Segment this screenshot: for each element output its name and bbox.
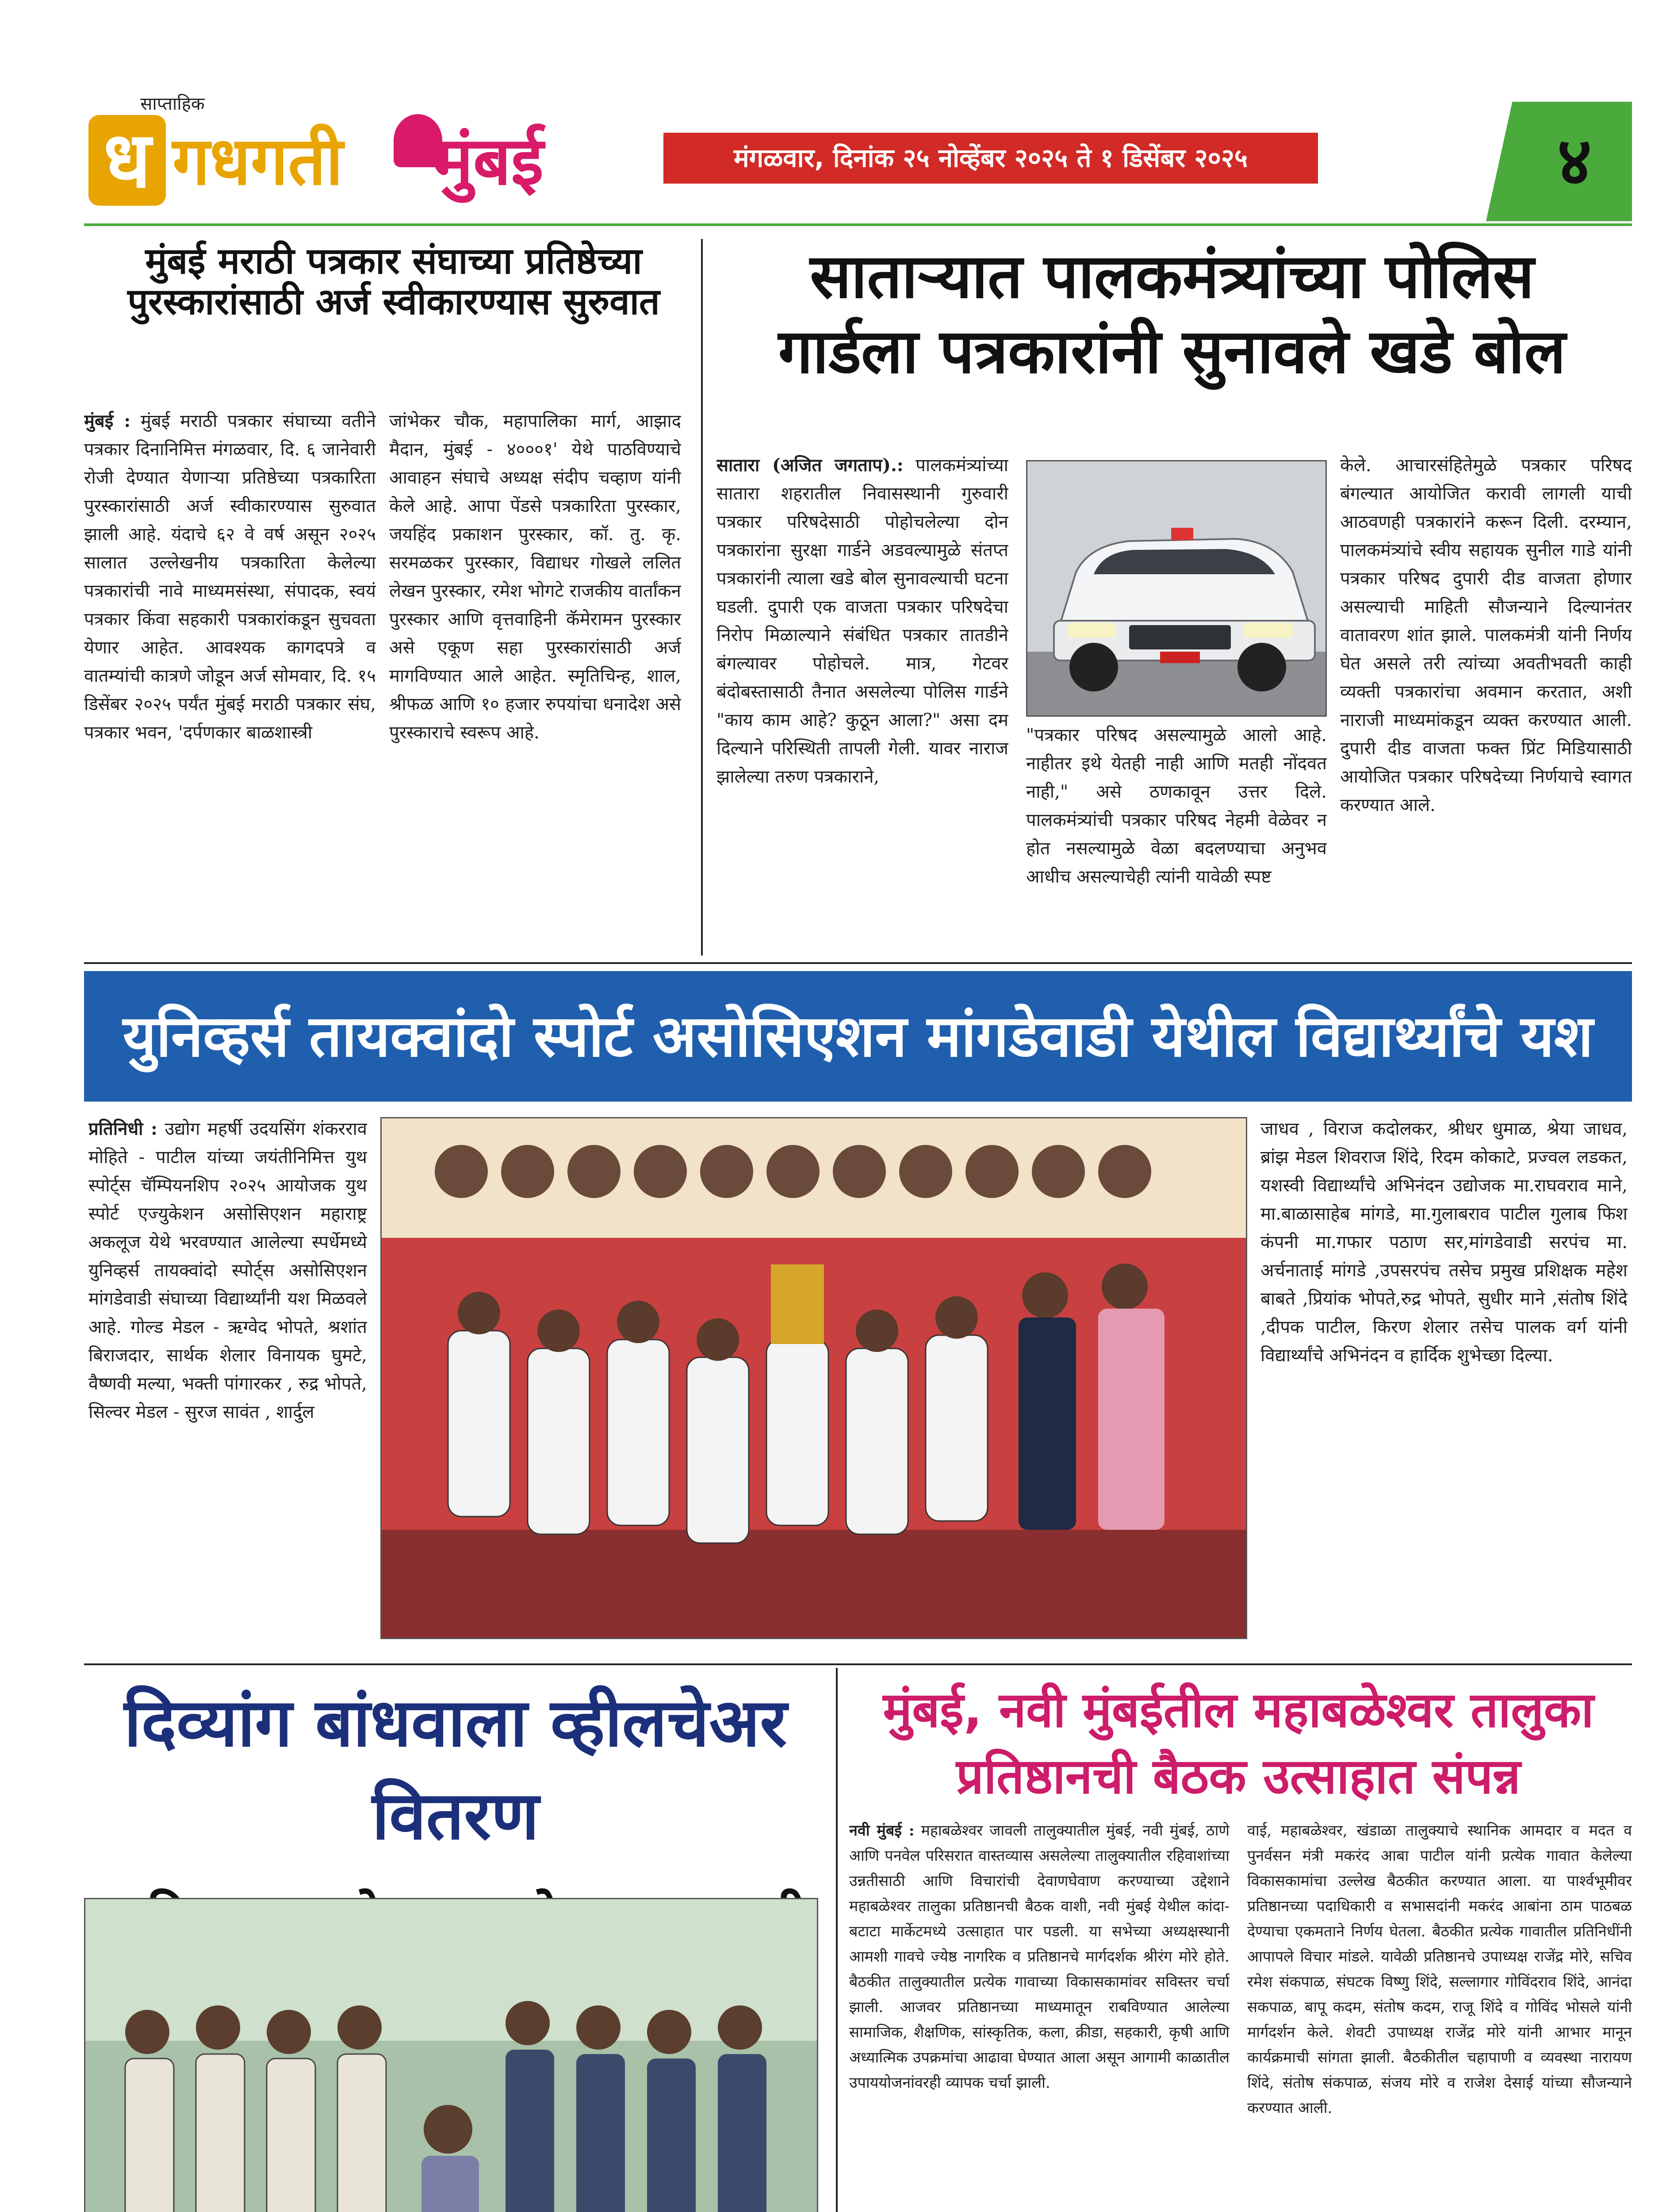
story1-col2: जांभेकर चौक, महापालिका मार्ग, आझाद मैदान, मुंबई - ४०००१' येथे पाठविण्याचे आवाहन संघाचे अध्यक्ष संदीप चव्हाण यांनी केले आहे. आपा पेंडसे पत्रकारिता पुरस्कार, जयहिंद प्रकाशन पुरस्कार, कॉ. तु. कृ. सरमळकर पुरस्कार, विद्याधर गोखले ललित लेखन पुरस्कार, रमेश भोगटे राजकीय वार्तांकन पुरस्कार आणि वृत्तवाहिनी कॅमेरामन पुरस्कार असे एकूण सहा पुरस्कारांसाठी अर्ज मागविण्यात आले आहेत. स्मृतिचिन्ह, शाल, श्रीफळ आणि १० हजार रुपयांचा धनादेश असे पुरस्काराचे स्वरूप आहे. xyxy=(389,411,681,743)
section-rule xyxy=(84,1663,1632,1665)
story3-dateline: प्रतिनिधी : xyxy=(88,1118,157,1139)
story3-team-photo xyxy=(380,1117,1247,1639)
wheelchair-group-icon xyxy=(85,1899,817,2212)
column-rule xyxy=(836,1668,838,2212)
story3-col2: जाधव , विराज कदोलकर, श्रीधर धुमाळ, श्रेया जाधव, ब्रांझ मेडल शिवराज शिंदे, रिदम कोकाटे, प्रज्वल लडकत, यशस्वी विद्यार्थ्यांचे अभिनंदन उद्योजक मा.राघवराव माने, मा.बाळासाहेब मांगडे, मा.गुलाबराव पाटील गुलाब फिश कंपनी मा.गफार पठाण सर,मांगडेवाडी सरपंच मा. अर्चनाताई मांगडे ,उपसरपंच तसेच प्रमुख प्रशिक्षक महेश बाबते ,प्रियांक भोपते,रुद्र भोपते, सुधीर माने ,संतोष शिंदे ,दीपक पाटील, किरण शेलार तसेच पालक वर्ग यांनी विद्यार्थ्यांचे अभिनंदन व हार्दिक शुभेच्छा दिल्या. xyxy=(1260,1119,1628,1366)
story5-headline-line2: प्रतिष्ठानची बैठक उत्साहात संपन्न xyxy=(956,1748,1521,1805)
masthead-rule xyxy=(84,223,1632,226)
story2-col2: "पत्रकार परिषद असल्यामुळे आलो आहे. नाहीतर इथे येतही नाही आणि मतही नोंदवत नाही," असे ठणकावून उत्तर दिले. पालकमंत्र्यांची पत्रकार परिषद नेहमी वेळेवर न होत नसल्यामुळे वेळा बदलण्याचा अनुभव आधीच असल्याचेही त्यांनी यावेळी स्पष्ट xyxy=(1026,725,1327,887)
logo-name-part1: गधगती xyxy=(172,123,343,200)
story2-col3: केले. आचारसंहितेमुळे पत्रकार परिषद बंगल्यात आयोजित करावी लागली याची आठवणही पत्रकारांने करून दिली. दरम्यान, पालकमंत्र्यांचे स्वीय सहायक सुनील गाडे यांनी पत्रकार परिषद दुपारी दीड वाजता होणार असल्याची माहिती सौजन्याने दिल्यानंतर वातावरण शांत झाले. पालकमंत्री यांनी निर्णय घेत असले तरी त्यांच्या अवतीभवती काही व्यक्ती पत्रकारांचा अवमान करतात, अशी नाराजी माध्यमांकडून व्यक्त करण्यात आली. दुपारी दीड वाजता फक्त प्रिंट मिडियासाठी आयोजित पत्रकार परिषदेच्या निर्णयाचे स्वागत करण्यात आले. xyxy=(1340,455,1632,815)
story4-wheelchair-photo xyxy=(84,1898,818,2212)
story1-headline-line2: पुरस्कारांसाठी अर्ज स्वीकारण्यास सुरुवात xyxy=(127,280,660,323)
story2-headline-line1: साताऱ्यात पालकमंत्र्यांच्या पोलिस xyxy=(810,241,1534,312)
story1-dateline: मुंबई : xyxy=(84,411,131,431)
story5-headline-line1: मुंबई, नवी मुंबईतील महाबळेश्वर तालुका xyxy=(883,1682,1594,1738)
masthead-logo xyxy=(88,111,641,212)
logo-letter: ध xyxy=(88,115,166,206)
story5-col1 xyxy=(849,1818,1230,2212)
story1-col1 xyxy=(84,407,376,951)
page-number: ४ xyxy=(1557,123,1592,200)
story2-col1-text: पालकमंत्र्यांच्या सातारा शहरातील निवासस्थानी गुरुवारी पत्रकार परिषदेसाठी पोहोचलेल्या दोन पत्रकारांना सुरक्षा गार्डने अडवल्यामुळे संतप्त पत्रकारांनी त्याला खडे बोल सुनावल्याची घटना घडली. दुपारी एक वाजता पत्रकार परिषदेचा निरोप मिळाल्याने संबंधित पत्रकार तातडीने बंगल्यावर पोहोचले. मात्र, गेटवर बंदोबस्तासाठी तैनात असलेल्या पोलिस गार्डने "काय काम आहे? कुठून आला?" असा दम दिल्याने परिस्थिती तापली गेली. यावर नाराज झालेल्या तरुण पत्रकाराने, xyxy=(716,455,1008,787)
story5-col2: वाई, महाबळेश्वर, खंडाळा तालुक्याचे स्थानिक आमदार व मदत व पुनर्वसन मंत्री मकरंद आबा पाटील यांनी प्रत्येक गावात केलेल्या विकासकामांचा उल्लेख बैठकीत करण्यात आला. या पार्श्वभूमीवर प्रतिष्ठानच्या पदाधिकारी व सभासदांनी मकरंद आबांना ठाम पाठबळ देण्याचा एकमताने निर्णय घेतला. बैठकीत प्रत्येक गावातील प्रतिनिधींनी आपापले विचार मांडले. यावेळी प्रतिष्ठानचे उपाध्यक्ष राजेंद्र मोरे, सचिव रमेश संकपाळ, संघटक विष्णु शिंदे, सल्लागार गोविंदराव शिंदे, आनंदा सकपाळ, बापू कदम, संतोष कदम, राजू शिंदे व गोविंद भोसले यांनी मार्गदर्शन केले. शेवटी उपाध्यक्ष राजेंद्र मोरे यांनी आभार मानून कार्यक्रमाची सांगता झाली. बैठकीतील चहापाणी व व्यवस्था नारायण शिंदे, संतोष संकपाळ, संजय मोरे व राजेश देसाई यांच्या सौजन्याने करण्यात आली. xyxy=(1247,1822,1632,2117)
suv-car-icon xyxy=(1027,461,1325,715)
story3-col1-text: उद्योग महर्षी उदयसिंग शंकरराव मोहिते - पाटील यांच्या जयंतीनिमित्त युथ स्पोर्ट्स चॅम्पियनशिप २०२५ आयोजक युथ स्पोर्ट एज्युकेशन असोसिएशन महाराष्ट्र अकलूज येथे भरवण्यात आलेल्या स्पर्धेमध्ये युनिव्हर्स तायक्वांदो स्पोर्ट्स असोसिएशन मांगडेवाडी संघाच्या विद्यार्थ्यांनी यश मिळवले आहे. गोल्ड मेडल - ऋग्वेद भोपते, श्रशांत बिराजदार, सार्थक शेलार विनायक घुमटे, वैष्णवी मल्या, भक्ती पांगारकर , रुद्र भोपते, सिल्वर मेडल - सुरज सावंत , शार्दुल xyxy=(88,1119,367,1422)
story3-col1 xyxy=(88,1115,367,1659)
story5-dateline: नवी मुंबई : xyxy=(849,1822,915,1839)
issue-date-bar: मंगळवार, दिनांक २५ नोव्हेंबर २०२५ ते १ डिसेंबर २०२५ xyxy=(663,133,1318,184)
story2-col1 xyxy=(716,451,1008,947)
story1-col1-text: मुंबई मराठी पत्रकार संघाच्या वतीने पत्रकार दिनानिमित्त मंगळवार, दि. ६ जानेवारी रोजी देण्यात येणाऱ्या प्रतिष्ठेच्या पत्रकारिता पुरस्कारांसाठी अर्ज स्वीकारण्यास सुरुवात झाली आहे. यंदाचे ६२ वे वर्ष असून २०२५ सालात उल्लेखनीय पत्रकारिता केलेल्या पत्रकारांची नावे माध्यमसंस्था, संपादक, स्वयं पत्रकार किंवा सहकारी पत्रकारांकडून सुचवता येणार आहेत. आवश्यक कागदपत्रे व वातम्यांची कात्रणे जोडून अर्ज सोमवार, दि. १५ डिसेंबर २०२५ पर्यंत मुंबई मराठी पत्रकार संघ, पत्रकार भवन, 'दर्पणकार बाळशास्त्री xyxy=(84,411,376,743)
taekwondo-group-icon xyxy=(382,1118,1246,1638)
story2-dateline: सातारा (अजित जगताप).: xyxy=(716,455,904,476)
logo-name-part2: मुंबई xyxy=(433,123,544,200)
story2-car-photo xyxy=(1026,460,1327,717)
section-rule xyxy=(84,962,1632,964)
column-rule xyxy=(701,239,703,956)
edition-label: साप्ताहिक xyxy=(140,94,205,114)
story1-headline-line1: मुंबई मराठी पत्रकार संघाच्या प्रतिष्ठेच्या xyxy=(145,240,642,282)
story1-headline xyxy=(84,241,703,323)
story3-headline-banner: युनिव्हर्स तायक्वांदो स्पोर्ट असोसिएशन मांगडेवाडी येथील विद्यार्थ्यांचे यश xyxy=(84,971,1632,1102)
story2-headline xyxy=(712,239,1632,389)
story2-headline-line2: गार्डला पत्रकारांनी सुनावले खडे बोल xyxy=(778,316,1566,387)
story5-col1-text: महाबळेश्वर जावली तालुक्यातील मुंबई, नवी मुंबई, ठाणे आणि पनवेल परिसरात वास्तव्यास असलेल्या तालुक्यातील रहिवाशांच्या उन्नतीसाठी आणि विचारांची देवाणघेवाण करण्याच्या उद्देशाने महाबळेश्वर तालुका प्रतिष्ठानची बैठक वाशी, नवी मुंबई येथील कांदा-बटाटा मार्केटमध्ये उत्साहात पार पडली. या सभेच्या अध्यक्षस्थानी आमशी गावचे ज्येष्ठ नागरिक व प्रतिष्ठानचे मार्गदर्शक श्रीरंग मोरे होते. बैठकीत तालुक्यातील प्रत्येक गावाच्या विकासकामांवर सविस्तर चर्चा झाली. आजवर प्रतिष्ठानच्या माध्यमातून राबविण्यात आलेल्या सामाजिक, शैक्षणिक, सांस्कृतिक, कला, क्रीडा, सहकारी, कृषी आणि अध्यात्मिक उपक्रमांचा आढावा घेण्यात आला असून आगामी काळातील उपाययोजनांवरही व्यापक चर्चा झाली. xyxy=(849,1822,1230,2092)
story4-headline-line1: दिव्यांग बांधवाला व्हीलचेअर वितरण xyxy=(124,1685,787,1855)
story5-headline xyxy=(845,1677,1632,1809)
